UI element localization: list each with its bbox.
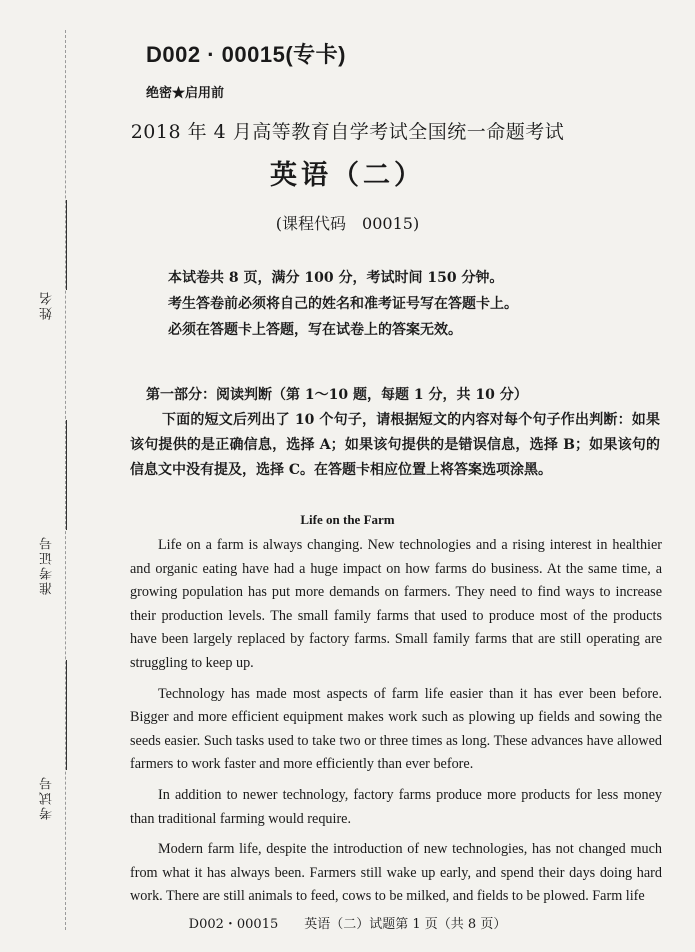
passage-title: Life on the Farm xyxy=(300,512,395,527)
paper-code: D002 · 00015(专卡) xyxy=(146,42,346,67)
side-label-name: 姓名 xyxy=(40,290,55,320)
secret-mark: 绝密★启用前 xyxy=(146,86,225,101)
passage-body xyxy=(130,534,662,916)
note-line: 本试卷共 8 页，满分 100 分，考试时间 150 分钟。 xyxy=(168,270,504,286)
exam-title: 2018 年 4 月高等教育自学考试全国统一命题考试 xyxy=(130,121,565,143)
page-footer: D002・00015 英语（二）试题第 1 页（共 8 页） xyxy=(188,917,507,932)
passage-paragraph: Life on a farm is always changing. New technologies and a rising interest in healthier and organic eating have had a huge impact on how farms do business. At the same time, a growing population has put more demands on farmers. They need to find ways to increase their production levels. The small family farms that used to produce most of the products have been largely replaced by factory farms. Small family farms that are still operating are struggling to keep up. xyxy=(130,537,662,671)
subject-title: 英语（二） xyxy=(270,160,425,191)
passage-paragraph: Technology has made most aspects of farm life easier than it has ever been before. Bigger and more efficient equipment makes work such as plowing up fields and sowing the seeds easier. Such tasks used to take two or three times as long. These advances have allowed farmers to work faster and more efficiently than ever before. xyxy=(130,685,662,773)
side-label-ticket-no: 准考证号 xyxy=(40,535,55,595)
note-line: 考生答卷前必须将自己的姓名和准考证号写在答题卡上。 xyxy=(168,296,518,312)
passage-paragraph: In addition to newer technology, factory farms produce more products for less money than traditional farming would require. xyxy=(130,786,662,827)
passage-paragraph: Modern farm life, despite the introduction of new technologies, has not changed much from what it has always been. Farmers still wake up early, and spend their days doing hard work. There are still animals to feed, cows to be milked, and fields to be plowed. Farm life xyxy=(130,841,662,905)
side-label-seat-no: 考试号 xyxy=(40,775,55,820)
section-instructions: 下面的短文后列出了 10 个句子，请根据短文的内容对每个句子作出判断：如果该句提供的是正确信息，选择 A；如果该句提供的是错误信息，选择 B；如果该句的信息文中没有提及，选择 C。在答题卡相应位置上将答案选项涂黑。 xyxy=(130,412,660,478)
note-line: 必须在答题卡上答题，写在试卷上的答案无效。 xyxy=(168,322,462,338)
course-code: (课程代码 00015) xyxy=(275,214,420,233)
exam-notes xyxy=(168,265,518,343)
seat-no-blank-line xyxy=(66,660,67,770)
section-title: 第一部分：阅读判断（第 1～10 题，每题 1 分，共 10 分） xyxy=(146,387,528,403)
